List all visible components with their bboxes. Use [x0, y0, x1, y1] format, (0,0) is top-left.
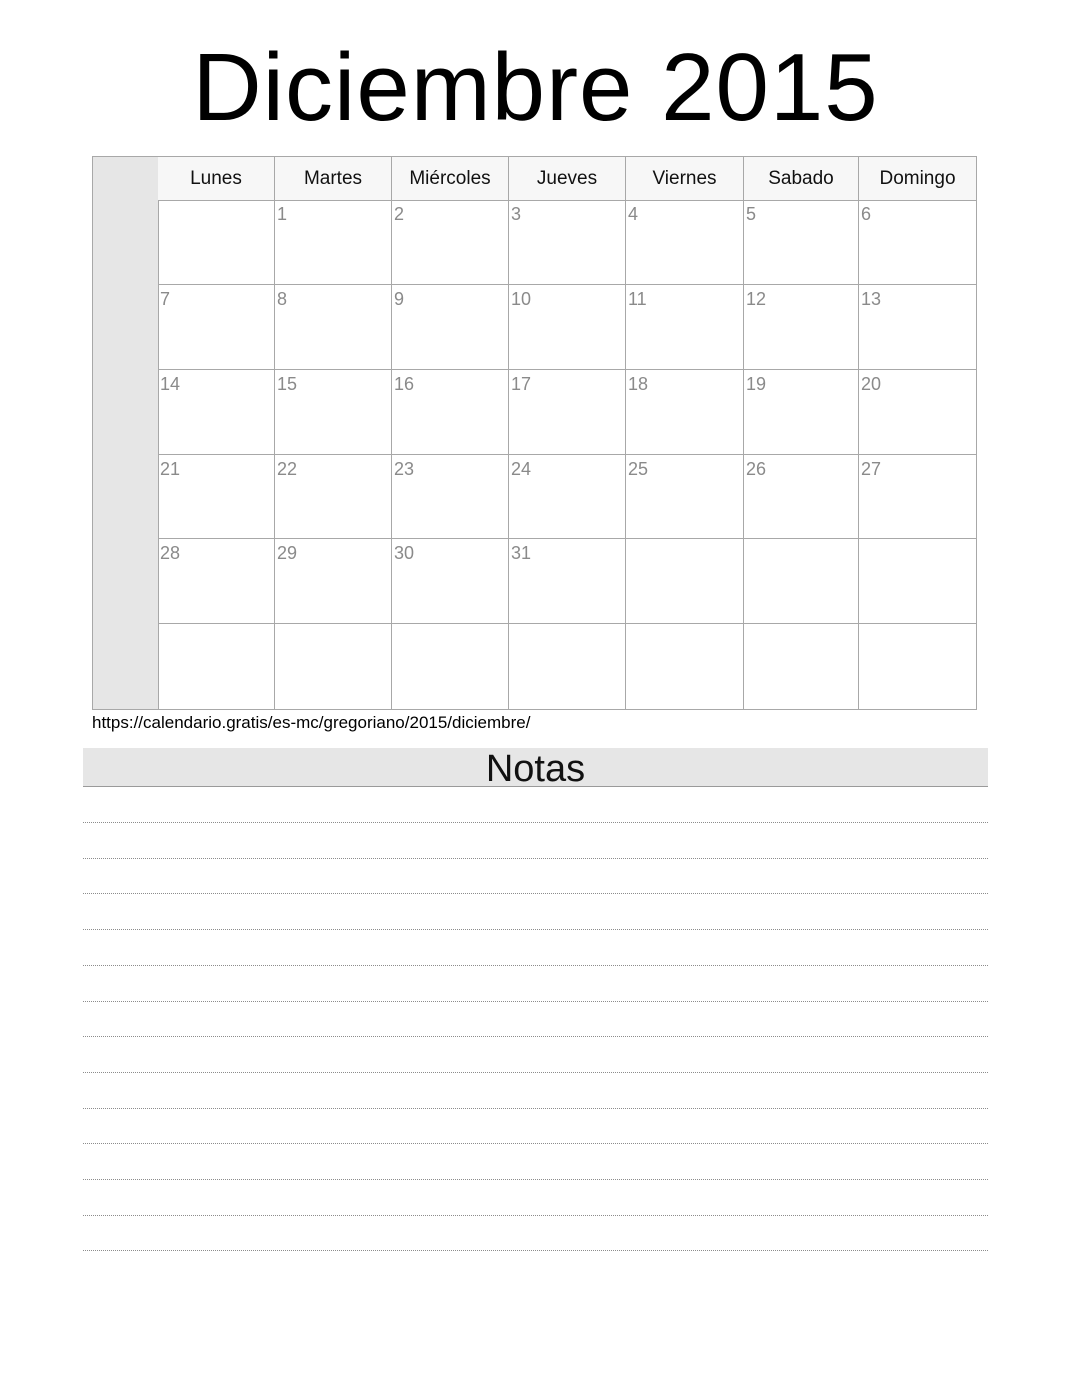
day-cell [158, 200, 275, 285]
note-line [83, 965, 988, 966]
day-number: 20 [861, 373, 882, 394]
day-number: 2 [394, 204, 405, 224]
note-line [83, 858, 988, 859]
day-number: 26 [746, 458, 767, 479]
day-cell [158, 539, 275, 624]
day-number: 31 [511, 543, 532, 564]
notes-title: Notas [83, 748, 988, 787]
day-cell [392, 200, 509, 285]
day-cell [509, 285, 626, 370]
weekday-header: Lunes [158, 157, 275, 200]
day-cell [275, 370, 392, 455]
day-number: 4 [628, 204, 639, 224]
day-number: 7 [160, 288, 171, 309]
week-number-column [93, 157, 159, 709]
weekday-header: Sabado [744, 157, 859, 200]
day-number: 11 [628, 288, 647, 309]
day-cell [509, 455, 626, 540]
day-cell [509, 539, 626, 624]
day-number: 28 [160, 543, 181, 564]
day-cell [158, 455, 275, 540]
weekday-header: Viernes [626, 157, 744, 200]
day-number: 22 [277, 458, 298, 479]
day-number: 6 [861, 204, 872, 224]
day-cell [859, 200, 976, 285]
day-number: 27 [861, 458, 882, 479]
day-cell [626, 285, 744, 370]
day-cell [275, 624, 392, 709]
day-cell [509, 370, 626, 455]
page-title: Diciembre 2015 [192, 34, 879, 141]
day-number: 16 [394, 373, 415, 394]
day-cell [158, 624, 275, 709]
day-number: 8 [277, 288, 288, 309]
source-url: https://calendario.gratis/es-mc/gregoriano/2015/diciembre/ [92, 713, 531, 732]
note-line [83, 929, 988, 930]
day-cell [392, 455, 509, 540]
day-number: 12 [746, 288, 767, 309]
day-number: 25 [628, 458, 649, 479]
day-number: 23 [394, 458, 415, 479]
day-number: 13 [861, 288, 882, 309]
day-cells [158, 200, 976, 709]
day-cell [158, 285, 275, 370]
note-line [83, 1215, 988, 1216]
day-cell [392, 539, 509, 624]
day-cell [626, 200, 744, 285]
day-cell [744, 624, 859, 709]
day-number: 3 [511, 204, 522, 224]
day-number: 21 [160, 458, 181, 479]
note-line [83, 1108, 988, 1109]
day-cell [275, 455, 392, 540]
weekday-header-row [158, 157, 976, 201]
day-cell [275, 200, 392, 285]
day-cell [744, 455, 859, 540]
day-cell [392, 285, 509, 370]
day-cell [744, 370, 859, 455]
calendar-grid [92, 156, 977, 710]
note-line [83, 1072, 988, 1073]
day-number: 15 [277, 373, 298, 394]
day-cell [744, 200, 859, 285]
weekday-header: Jueves [509, 157, 626, 200]
day-cell [859, 624, 976, 709]
day-number: 30 [394, 543, 415, 564]
day-cell [859, 539, 976, 624]
day-cell [626, 370, 744, 455]
note-line [83, 1036, 988, 1037]
day-number: 29 [277, 543, 298, 564]
day-cell [626, 624, 744, 709]
day-cell [744, 539, 859, 624]
day-cell [392, 370, 509, 455]
day-number: 9 [394, 288, 405, 309]
day-cell [859, 285, 976, 370]
note-line [83, 893, 988, 894]
note-line [83, 822, 988, 823]
day-cell [626, 539, 744, 624]
day-cell [158, 370, 275, 455]
note-line [83, 1143, 988, 1144]
day-number: 17 [511, 373, 532, 394]
day-cell [509, 624, 626, 709]
day-cell [509, 200, 626, 285]
note-line [83, 1250, 988, 1251]
weekday-header: Miércoles [392, 157, 509, 200]
day-cell [275, 285, 392, 370]
day-number: 18 [628, 373, 649, 394]
day-cell [859, 370, 976, 455]
weekday-header: Martes [275, 157, 392, 200]
note-line [83, 1179, 988, 1180]
day-number: 1 [277, 204, 288, 224]
day-cell [744, 285, 859, 370]
day-cell [275, 539, 392, 624]
day-number: 5 [746, 204, 757, 224]
day-number: 14 [160, 373, 181, 394]
day-number: 19 [746, 373, 767, 394]
day-number: 24 [511, 458, 532, 479]
day-cell [859, 455, 976, 540]
day-cell [626, 455, 744, 540]
note-line [83, 1001, 988, 1002]
day-number: 10 [511, 288, 532, 309]
weekday-header: Domingo [879, 168, 956, 189]
day-cell [392, 624, 509, 709]
